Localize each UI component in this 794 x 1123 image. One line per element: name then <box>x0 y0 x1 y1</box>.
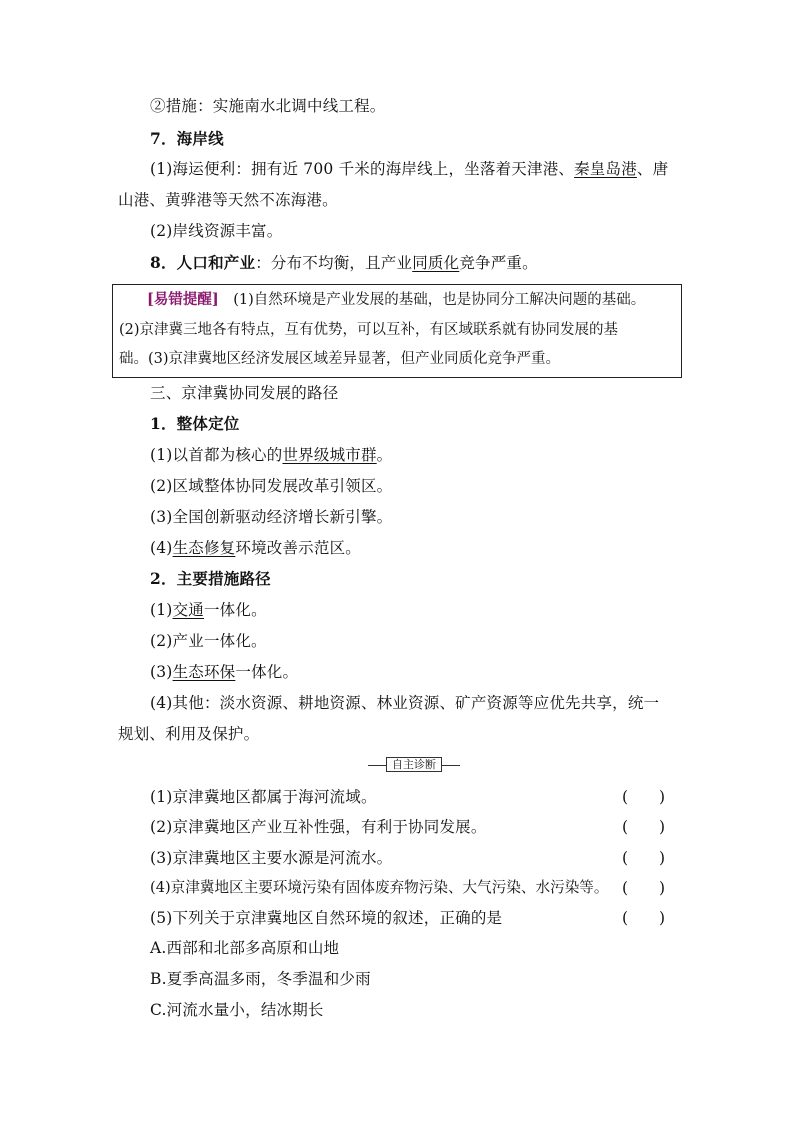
option-c[interactable]: C.河流水量小，结冰期长 <box>150 1001 324 1019</box>
measure-item-1 <box>150 599 267 621</box>
diagnosis-question-3: (3)京津冀地区主要水源是河流水。 <box>150 849 393 867</box>
answer-blank-3[interactable]: ( ) <box>622 849 666 867</box>
text: (3) <box>150 663 173 681</box>
heading-population-industry <box>150 252 538 274</box>
self-diagnosis-header <box>368 757 460 773</box>
measure-line: ②措施：实施南水北调中线工程。 <box>150 97 386 115</box>
text: 一体化。 <box>235 663 299 681</box>
underlined-text: 生态修复 <box>172 539 236 557</box>
text: 一体化。 <box>203 601 267 619</box>
heading-text: 8．人口和产业 <box>150 253 256 272</box>
option-b[interactable]: B.夏季高温多雨，冬季温和少雨 <box>150 970 371 988</box>
measure-item-4-cont: 规划、利用及保护。 <box>118 725 260 743</box>
text: 、唐 <box>636 160 669 178</box>
underlined-text: 生态环保 <box>172 663 236 681</box>
measure-item-3 <box>150 661 298 683</box>
text: (1)海运便利：拥有近 700 千米的海岸线上，坐落着天津港、 <box>150 160 575 178</box>
option-a[interactable]: A.西部和北部多高原和山地 <box>150 939 340 957</box>
coastline-item-1-cont: 山港、黄骅港等天然不冻海港。 <box>118 191 338 209</box>
diagnosis-question-1: (1)京津冀地区都属于海河流域。 <box>150 788 377 806</box>
answer-blank-2[interactable]: ( ) <box>622 818 666 836</box>
diagnosis-question-4: (4)京津冀地区主要环境污染有固体废弃物污染、大气污染、水污染等。 <box>150 879 609 896</box>
section-3-title: 三、京津冀协同发展的路径 <box>150 384 339 402</box>
text: (1) <box>150 601 173 619</box>
underlined-text: 交通 <box>172 601 204 619</box>
tip-line-2: (2)京津冀三地各有特点，互有优势，可以互补，有区域联系就有协同发展的基 <box>119 322 619 338</box>
answer-blank-4[interactable]: ( ) <box>622 879 666 897</box>
text: 。 <box>376 446 393 464</box>
text: 竞争严重。 <box>459 254 538 272</box>
diagnosis-question-2: (2)京津冀地区产业互补性强，有利于协同发展。 <box>150 818 487 836</box>
text: (1)以首都为核心的 <box>150 446 283 464</box>
tip-line-1 <box>147 290 645 310</box>
divider <box>368 765 386 766</box>
tip-line-3: 础。(3)京津冀地区经济发展区域差异显著，但产业同质化竞争严重。 <box>119 351 561 367</box>
heading-overall-positioning: 1．整体定位 <box>150 414 240 433</box>
positioning-item-1 <box>150 444 392 466</box>
text: 环境改善示范区。 <box>235 539 361 557</box>
heading-coastline: 7．海岸线 <box>150 129 224 148</box>
measure-item-4: (4)其他：淡水资源、耕地资源、林业资源、矿产资源等应优先共享，统一 <box>150 694 660 712</box>
positioning-item-2: (2)区域整体协同发展改革引领区。 <box>150 477 393 495</box>
divider <box>442 765 460 766</box>
heading-main-measures: 2．主要措施路径 <box>150 569 271 588</box>
underlined-text: 秦皇岛港 <box>574 160 637 178</box>
diagnosis-question-5: (5)下列关于京津冀地区自然环境的叙述，正确的是 <box>150 909 503 927</box>
text: (4) <box>150 539 173 557</box>
coastline-item-1 <box>150 158 668 180</box>
text: ：分布不均衡，且产业 <box>255 254 413 272</box>
coastline-item-2: (2)岸线资源丰富。 <box>150 222 283 240</box>
positioning-item-3: (3)全国创新驱动经济增长新引擎。 <box>150 508 393 526</box>
error-tip-box <box>112 284 682 378</box>
measure-item-2: (2)产业一体化。 <box>150 632 267 650</box>
answer-blank-1[interactable]: ( ) <box>622 788 666 806</box>
tip-label: [易错提醒] <box>147 291 219 308</box>
underlined-text: 世界级城市群 <box>282 446 377 464</box>
underlined-text: 同质化 <box>412 254 460 272</box>
positioning-item-4 <box>150 537 361 559</box>
answer-blank-5[interactable]: ( ) <box>622 909 666 927</box>
tip-text: (1)自然环境是产业发展的基础，也是协同分工解决问题的基础。 <box>233 292 646 308</box>
self-diagnosis-label: 自主诊断 <box>386 757 442 772</box>
